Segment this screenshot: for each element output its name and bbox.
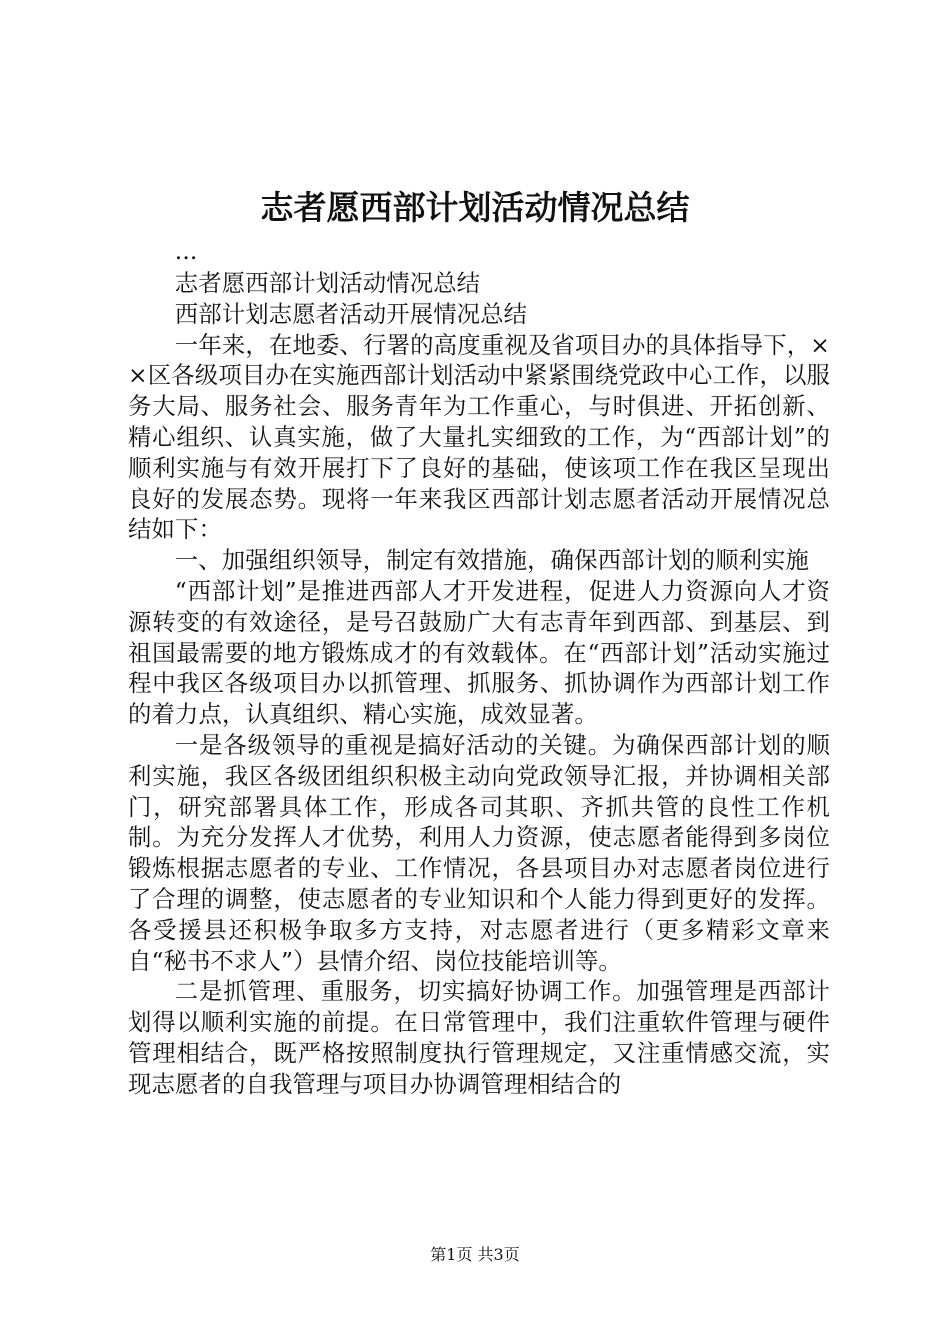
paragraph-subtitle-2: 西部计划志愿者活动开展情况总结 bbox=[174, 299, 528, 328]
paragraph-subtitle-1: 志者愿西部计划活动情况总结 bbox=[174, 269, 481, 297]
paragraph-section-heading: 一、加强组织领导，制定有效措施，确保西部计划的顺利实施 bbox=[174, 546, 810, 575]
document-title: 志者愿西部计划活动情况总结 bbox=[260, 188, 690, 227]
document-body bbox=[128, 237, 830, 1100]
paragraph-point-two: 二是抓管理、重服务，切实搞好协调工作。加强管理是西部计划得以顺利实施的前提。在日常管理中，我们注重软件管理与硬件管理相结合，既严格按照制度执行管理规定，又注重情感交流，实现志愿者的自我管理与项目办协调管理相结合的 bbox=[128, 977, 830, 1098]
ellipsis-marker: ... bbox=[174, 237, 198, 265]
paragraph-intro: 一年来，在地委、行署的高度重视及省项目办的具体指导下，××区各级项目办在实施西部计划活动中紧紧围绕党政中心工作，以服务大局、服务社会、服务青年为工作重心，与时俱进、开拓创新、精心组织、认真实施，做了大量扎实细致的工作，为“西部计划”的顺利实施与有效开展打下了良好的基础，使该项工作在我区呈现出良好的发展态势。现将一年来我区西部计划志愿者活动开展情况总结如下： bbox=[128, 330, 830, 544]
paragraph-section-intro: “西部计划”是推进西部人才开发进程，促进人力资源向人才资源转变的有效途径，是号召鼓励广大有志青年到西部、到基层、到祖国最需要的地方锻炼成才的有效载体。在“西部计划”活动实施过程中我区各级项目办以抓管理、抓服务、抓协调作为西部计划工作的着力点，认真组织、精心实施，成效显著。 bbox=[128, 576, 830, 729]
paragraph-point-one: 一是各级领导的重视是搞好活动的关键。为确保西部计划的顺利实施，我区各级团组织积极主动向党政领导汇报，并协调相关部门，研究部署具体工作，形成各司其职、齐抓共管的良性工作机制。为充分发挥人才优势，利用人力资源，使志愿者能得到多岗位锻炼根据志愿者的专业、工作情况，各县项目办对志愿者岗位进行了合理的调整，使志愿者的专业知识和个人能力得到更好的发挥。各受援县还积极争取多方支持，对志愿者进行（更多精彩文章来自“秘书不求人”）县情介绍、岗位技能培训等。 bbox=[128, 730, 830, 975]
page-footer: 第1页 共3页 bbox=[430, 1245, 520, 1264]
